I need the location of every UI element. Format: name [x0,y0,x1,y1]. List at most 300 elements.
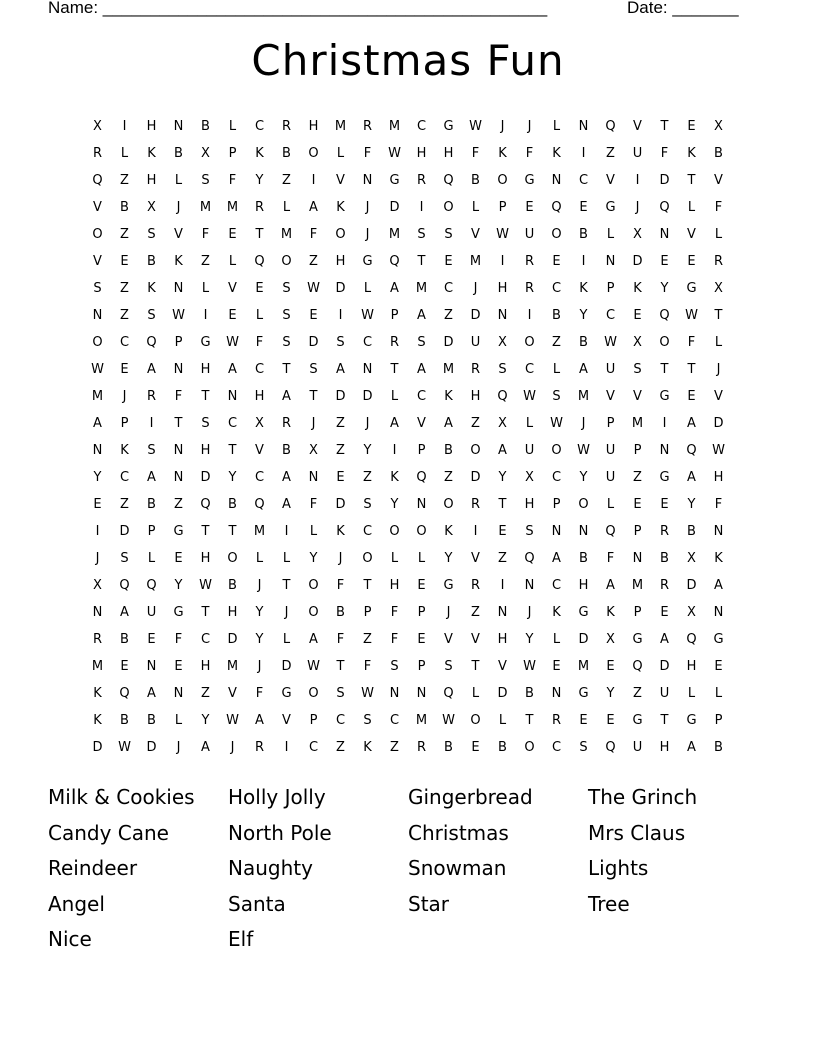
grid-letter: L [606,227,615,242]
grid-letter: L [174,713,183,728]
grid-letter: Y [255,173,264,188]
grid-letter: K [363,740,372,755]
grid-letter: N [551,173,562,188]
grid-letter: J [365,200,370,215]
grid-letter: I [284,524,289,539]
word-bank [48,782,768,960]
grid-letter: W [361,686,374,701]
grid-letter: E [417,578,426,593]
grid-letter: K [444,524,453,539]
grid-letter: A [687,740,696,755]
grid-letter: A [309,632,318,647]
grid-letter: E [552,659,561,674]
grid-letter: W [118,740,131,755]
grid-letter: T [282,578,291,593]
grid-letter: I [338,308,343,323]
grid-letter: G [632,713,643,728]
grid-letter: D [335,497,346,512]
grid-letter: F [714,497,723,512]
grid-letter: D [119,524,130,539]
grid-letter: N [173,119,184,134]
grid-letter: B [444,740,453,755]
grid-letter: B [147,713,156,728]
grid-letter: H [524,497,535,512]
grid-letter: S [336,335,345,350]
grid-letter: F [606,551,615,566]
grid-letter: O [92,335,103,350]
grid-letter: V [633,119,642,134]
grid-letter: V [444,632,453,647]
grid-letter: X [498,416,507,431]
grid-letter: B [201,119,210,134]
grid-letter: Q [389,254,400,269]
grid-letter: M [388,227,401,242]
grid-letter: W [361,308,374,323]
date-field-line: Date: _______ [627,0,739,17]
grid-letter: Y [498,470,507,485]
grid-letter: L [309,524,318,539]
word-bank-item: Candy Cane [48,820,169,845]
grid-letter: O [470,443,481,458]
grid-letter: E [309,308,318,323]
grid-letter: R [659,578,670,593]
grid-letter: E [120,659,129,674]
grid-letter: L [147,551,156,566]
grid-letter: F [525,146,534,161]
grid-letter: V [228,281,237,296]
grid-letter: D [470,470,481,485]
grid-letter: C [416,119,427,134]
grid-letter: N [173,281,184,296]
grid-letter: D [470,308,481,323]
grid-letter: R [362,119,373,134]
grid-letter: R [470,497,481,512]
grid-letter: K [93,686,102,701]
grid-letter: U [659,686,670,701]
grid-letter: V [93,254,102,269]
grid-letter: H [686,659,697,674]
grid-letter: G [362,254,373,269]
grid-letter: Q [443,686,454,701]
grid-letter: J [95,551,100,566]
grid-letter: P [633,605,642,620]
grid-letter: J [311,416,316,431]
grid-letter: E [687,389,696,404]
grid-letter: W [550,416,563,431]
grid-letter: N [713,605,724,620]
grid-letter: D [281,659,292,674]
grid-letter: K [687,146,696,161]
grid-letter: K [633,281,642,296]
grid-letter: U [605,443,616,458]
grid-letter: C [362,335,373,350]
grid-letter: N [659,443,670,458]
grid-letter: N [92,308,103,323]
grid-letter: L [417,551,426,566]
grid-letter: A [687,416,696,431]
grid-letter: P [498,200,507,215]
grid-letter: A [660,632,669,647]
grid-letter: O [308,686,319,701]
grid-letter: Z [363,470,372,485]
grid-letter: T [228,524,237,539]
grid-letter: V [471,227,480,242]
grid-letter: A [147,362,156,377]
grid-letter: Z [120,497,129,512]
grid-letter: N [713,524,724,539]
grid-letter: J [473,281,478,296]
grid-letter: Y [687,497,696,512]
grid-letter: Z [363,632,372,647]
grid-letter: E [633,308,642,323]
grid-letter: Y [579,308,588,323]
grid-letter: Z [336,416,345,431]
grid-letter: L [336,146,345,161]
grid-letter: N [632,551,643,566]
grid-letter: N [524,578,535,593]
grid-letter: D [227,632,238,647]
grid-letter: B [282,443,291,458]
grid-letter: X [309,443,318,458]
grid-letter: H [335,254,346,269]
grid-letter: H [659,740,670,755]
grid-letter: J [365,416,370,431]
grid-letter: J [365,227,370,242]
grid-letter: Q [686,443,697,458]
grid-letter: Y [525,632,534,647]
grid-letter: U [605,470,616,485]
grid-letter: Y [660,281,669,296]
grid-letter: B [552,308,561,323]
grid-letter: K [336,524,345,539]
grid-letter: D [632,254,643,269]
grid-letter: H [443,146,454,161]
grid-letter: R [470,362,481,377]
grid-letter: Z [633,686,642,701]
grid-letter: I [527,308,532,323]
grid-letter: I [203,308,208,323]
grid-letter: R [470,578,481,593]
grid-letter: B [147,497,156,512]
grid-letter: J [527,119,532,134]
grid-letter: T [201,524,210,539]
grid-letter: V [633,389,642,404]
grid-letter: G [443,578,454,593]
grid-letter: V [606,389,615,404]
grid-letter: G [173,605,184,620]
grid-letter: R [416,740,427,755]
grid-letter: Q [254,497,265,512]
grid-letter: T [282,362,291,377]
grid-letter: S [417,227,426,242]
grid-letter: E [228,227,237,242]
grid-letter: G [173,524,184,539]
grid-letter: B [498,740,507,755]
grid-letter: A [93,416,102,431]
grid-letter: S [93,281,102,296]
grid-letter: Q [416,470,427,485]
word-bank-item: Elf [228,927,254,951]
grid-letter: N [173,443,184,458]
grid-letter: S [120,551,129,566]
grid-letter: M [199,200,212,215]
grid-letter: B [174,146,183,161]
grid-letter: G [659,470,670,485]
grid-letter: Q [686,632,697,647]
grid-letter: K [552,605,561,620]
grid-letter: K [714,551,723,566]
grid-letter: C [254,119,265,134]
grid-letter: S [390,659,399,674]
word-bank-item: Star [408,891,450,916]
grid-letter: M [253,524,266,539]
grid-letter: J [716,362,721,377]
grid-letter: T [687,362,696,377]
grid-letter: F [363,146,372,161]
grid-letter: B [282,146,291,161]
grid-letter: W [712,443,725,458]
grid-letter: V [336,173,345,188]
grid-letter: V [687,227,696,242]
grid-letter: Q [605,740,616,755]
grid-letter: S [336,686,345,701]
grid-letter: W [307,281,320,296]
grid-letter: T [201,605,210,620]
grid-letter: H [200,659,211,674]
grid-letter: W [172,308,185,323]
grid-letter: M [415,281,428,296]
grid-letter: D [146,740,157,755]
grid-letter: Z [120,281,129,296]
grid-letter: L [606,497,615,512]
grid-letter: O [308,605,319,620]
grid-letter: Z [201,686,210,701]
grid-letter: Q [146,335,157,350]
grid-letter: G [605,200,616,215]
grid-letter: N [173,470,184,485]
grid-letter: N [551,686,562,701]
grid-letter: U [605,362,616,377]
grid-letter: T [660,119,669,134]
grid-letter: B [660,551,669,566]
grid-letter: R [92,632,103,647]
grid-letter: D [335,389,346,404]
grid-letter: Z [471,605,480,620]
grid-letter: N [389,686,400,701]
grid-letter: C [200,632,211,647]
grid-letter: R [92,146,103,161]
grid-letter: B [525,686,534,701]
grid-letter: D [389,200,400,215]
grid-letter: T [417,254,426,269]
grid-letter: Y [228,470,237,485]
grid-letter: S [525,524,534,539]
grid-letter: F [336,578,345,593]
grid-letter: Q [524,551,535,566]
grid-letter: N [497,308,508,323]
grid-letter: W [442,713,455,728]
grid-letter: T [174,416,183,431]
grid-letter: Z [120,227,129,242]
grid-letter: C [443,281,454,296]
grid-letter: F [363,659,372,674]
grid-letter: G [686,281,697,296]
grid-letter: F [174,389,183,404]
grid-letter: W [226,713,239,728]
grid-letter: A [687,470,696,485]
grid-letter: O [335,227,346,242]
grid-letter: O [362,551,373,566]
word-bank-item: North Pole [228,820,332,845]
grid-letter: L [714,335,723,350]
grid-letter: L [282,551,291,566]
page-title: Christmas Fun [251,36,565,85]
grid-letter: S [201,173,210,188]
grid-letter: P [363,605,372,620]
grid-letter: G [443,119,454,134]
grid-letter: P [606,416,615,431]
grid-letter: J [176,200,181,215]
grid-letter: O [227,551,238,566]
grid-letter: N [146,659,157,674]
grid-letter: Y [606,686,615,701]
grid-letter: S [147,443,156,458]
grid-letter: X [714,281,723,296]
grid-letter: X [606,632,615,647]
grid-letter: E [255,281,264,296]
grid-letter: M [415,713,428,728]
grid-letter: O [389,524,400,539]
grid-letter: A [147,686,156,701]
grid-letter: D [578,632,589,647]
grid-letter: E [93,497,102,512]
grid-letter: Q [119,686,130,701]
grid-letter: H [578,578,589,593]
grid-letter: E [120,362,129,377]
grid-letter: Q [659,200,670,215]
grid-letter: Y [309,551,318,566]
grid-letter: K [444,389,453,404]
word-bank-item: Mrs Claus [588,820,686,845]
grid-letter: U [524,443,535,458]
grid-letter: Z [633,470,642,485]
grid-letter: H [227,605,238,620]
word-bank-item: Angel [48,891,105,916]
grid-letter: C [551,281,562,296]
grid-letter: A [390,281,399,296]
grid-letter: N [416,497,427,512]
grid-letter: Q [200,497,211,512]
grid-letter: B [687,524,696,539]
grid-letter: O [524,335,535,350]
grid-letter: F [309,497,318,512]
grid-letter: P [417,443,426,458]
grid-letter: W [604,335,617,350]
grid-letter: R [713,254,724,269]
grid-letter: A [444,416,453,431]
grid-letter: H [470,389,481,404]
grid-letter: V [255,443,264,458]
grid-letter: G [659,389,670,404]
grid-letter: M [442,362,455,377]
grid-letter: X [633,335,642,350]
grid-letter: J [446,605,451,620]
grid-letter: Z [120,308,129,323]
grid-letter: E [579,200,588,215]
grid-letter: K [606,605,615,620]
grid-letter: T [525,713,534,728]
grid-letter: M [280,227,293,242]
grid-letter: X [93,578,102,593]
grid-letter: Z [309,254,318,269]
grid-letter: A [390,416,399,431]
grid-letter: D [92,740,103,755]
grid-letter: F [660,146,669,161]
word-bank-item: Reindeer [48,856,138,880]
grid-letter: H [416,146,427,161]
grid-letter: Q [605,524,616,539]
grid-letter: A [714,578,723,593]
grid-letter: O [470,713,481,728]
grid-letter: B [444,443,453,458]
grid-letter: Z [552,335,561,350]
grid-letter: I [311,173,316,188]
grid-letter: Z [498,551,507,566]
grid-letter: L [471,686,480,701]
grid-letter: I [149,416,154,431]
grid-letter: T [363,578,372,593]
grid-letter: O [578,497,589,512]
grid-letter: A [552,551,561,566]
grid-letter: P [120,416,129,431]
grid-letter: I [581,146,586,161]
grid-letter: Z [120,173,129,188]
grid-letter: Q [551,200,562,215]
grid-letter: H [497,632,508,647]
grid-letter: L [228,119,237,134]
grid-letter: P [633,443,642,458]
grid-letter: P [228,146,237,161]
grid-letter: F [336,632,345,647]
grid-letter: E [174,551,183,566]
grid-letter: P [606,281,615,296]
grid-letter: M [631,578,644,593]
grid-letter: F [201,227,210,242]
grid-letter: E [174,659,183,674]
grid-letter: G [524,173,535,188]
grid-letter: P [147,524,156,539]
grid-letter: S [282,308,291,323]
grid-letter: E [228,308,237,323]
grid-letter: F [390,605,399,620]
grid-letter: C [551,740,562,755]
grid-letter: T [228,443,237,458]
grid-letter: I [500,254,505,269]
grid-letter: O [308,146,319,161]
grid-letter: G [578,686,589,701]
word-bank-item: Tree [588,891,630,916]
grid-letter: A [417,308,426,323]
grid-letter: K [579,281,588,296]
grid-letter: J [257,659,262,674]
grid-letter: H [497,281,508,296]
grid-letter: D [659,659,670,674]
grid-letter: M [469,254,482,269]
grid-letter: S [552,389,561,404]
grid-letter: Q [443,173,454,188]
grid-letter: R [524,281,535,296]
grid-letter: S [309,362,318,377]
